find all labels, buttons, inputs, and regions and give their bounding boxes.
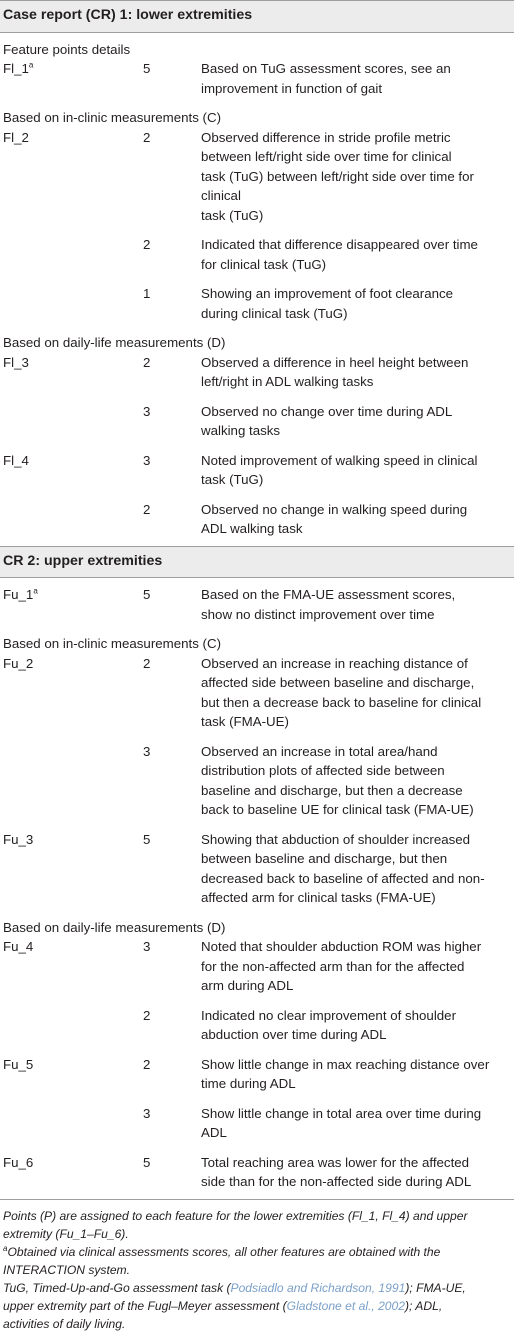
points: 3 (143, 452, 151, 468)
points: 5 (143, 587, 151, 602)
table-row (0, 128, 514, 226)
feature-id: Fl_1 (3, 61, 29, 76)
table-row (0, 353, 514, 392)
feature-id: Fu_1 (3, 587, 34, 602)
feature-id: Fu_6 (3, 1154, 34, 1170)
table-row (0, 500, 514, 539)
table-row (0, 1055, 514, 1094)
points: 3 (143, 403, 151, 419)
table-row (0, 937, 514, 996)
points: 3 (143, 939, 151, 954)
table-row (0, 585, 514, 624)
section-label: Based on in-clinic measurements (C) (3, 636, 222, 651)
footnote-abbreviations: activities of daily living. (3, 1316, 126, 1331)
table-row (0, 451, 514, 490)
description: Show little change in max reaching distance over time during ADL (201, 1056, 490, 1091)
points: 2 (143, 237, 151, 252)
footnote-points: extremity (Fu_1–Fu_6). (3, 1226, 129, 1241)
table-row (0, 235, 514, 274)
cr1-heading: Case report (CR) 1: lower extremities (0, 1, 514, 32)
citation-link[interactable]: Podsiadlo and Richardson, 1991 (230, 1280, 406, 1295)
points: 5 (143, 1154, 151, 1170)
description: Based on the FMA-UE assessment scores, show no distinct improvement over time (201, 587, 456, 622)
table-row (0, 654, 514, 732)
citation-link[interactable]: Gladstone et al., 2002 (286, 1298, 405, 1313)
points: 1 (143, 286, 151, 301)
table-row (0, 402, 514, 441)
description: Show little change in total area over time during ADL (201, 1105, 482, 1140)
feature-id: Fl_2 (3, 129, 29, 145)
footnote-abbreviations: upper extremity part of the Fugl–Meyer assessment (Gladstone et al., 2002); ADL, (3, 1298, 443, 1313)
description: Showing that abduction of shoulder increased between baseline and discharge, but then decreased back to baseline of affected and non- affected arm for clinical tasks (FMA-UE) (201, 831, 485, 905)
points: 5 (143, 61, 151, 76)
feature-id: Fl_3 (3, 354, 29, 370)
footnote-marker: a (28, 60, 34, 70)
description: Based on TuG assessment scores, see an improvement in function of gait (201, 61, 451, 96)
footnote-abbreviations: TuG, Timed-Up-and-Go assessment task (Podsiadlo and Richardson, 1991); FMA-UE, (3, 1280, 466, 1295)
section-label: Based on in-clinic measurements (C) (3, 110, 222, 125)
table-footnotes (0, 1207, 513, 1333)
table-row (0, 284, 514, 323)
description: Total reaching area was lower for the affected side than for the non-affected side during ADL (201, 1154, 472, 1189)
feature-id: Fu_2 (3, 655, 34, 671)
points: 2 (143, 354, 151, 370)
description: Noted that shoulder abduction ROM was higher for the non-affected arm than for the affected arm during ADL (201, 939, 482, 993)
description: Indicated no clear improvement of shoulder abduction over time during ADL (201, 1007, 456, 1042)
points: 3 (143, 1105, 151, 1121)
points: 2 (143, 1056, 151, 1072)
feature-id: Fl_4 (3, 452, 29, 468)
table-row (0, 1153, 514, 1192)
description: Observed a difference in heel height between left/right in ADL walking tasks (201, 354, 469, 389)
section-label: Based on daily-life measurements (D) (3, 919, 226, 935)
footnote-points: Points (P) are assigned to each feature for the lower extremities (Fl_1, Fl_4) and upper (3, 1208, 468, 1223)
table-row (0, 59, 514, 98)
table-row (0, 830, 514, 908)
points: 3 (143, 743, 151, 759)
description: Observed an increase in reaching distance of affected side between baseline and discharge, but then a decrease back to baseline for clinical task (FMA-UE) (201, 655, 482, 729)
footnote-a: $^a$Obtained via clinical assessments scores, all other features are obtained with the (3, 1243, 441, 1259)
feature-id: Fu_4 (3, 939, 34, 954)
description: Observed no change over time during ADL walking tasks (201, 403, 453, 438)
table-row (0, 1006, 514, 1045)
cr2-heading: CR 2: upper extremities (0, 547, 514, 578)
footnote-marker: a (33, 586, 38, 596)
feature-points-label: Feature points details (3, 41, 131, 57)
feature-id: Fu_5 (3, 1056, 34, 1072)
description: Indicated that difference disappeared over time for clinical task (TuG) (201, 237, 478, 272)
description: Showing an improvement of foot clearance during clinical task (TuG) (201, 286, 454, 321)
description: Observed difference in stride profile metric between left/right side over time for clinical task (TuG) between left/right side over time for clinical task (TuG) (201, 129, 474, 223)
points: 2 (143, 1007, 151, 1023)
section-label: Based on daily-life measurements (D) (3, 335, 226, 350)
feature-id: Fu_3 (3, 831, 34, 847)
description: Observed no change in walking speed during ADL walking task (201, 501, 468, 536)
description: Observed an increase in total area/hand distribution plots of affected side between baseline and discharge, but then a decrease back to baseline UE for clinical task (FMA-UE) (201, 743, 474, 817)
description: Noted improvement of walking speed in clinical task (TuG) (201, 452, 478, 487)
points: 2 (143, 501, 151, 517)
points: 5 (143, 831, 151, 847)
points: 2 (143, 129, 151, 145)
table-row (0, 1104, 514, 1143)
points: 2 (143, 655, 151, 671)
table-row (0, 742, 514, 820)
footnote-a: INTERACTION system. (3, 1262, 130, 1277)
